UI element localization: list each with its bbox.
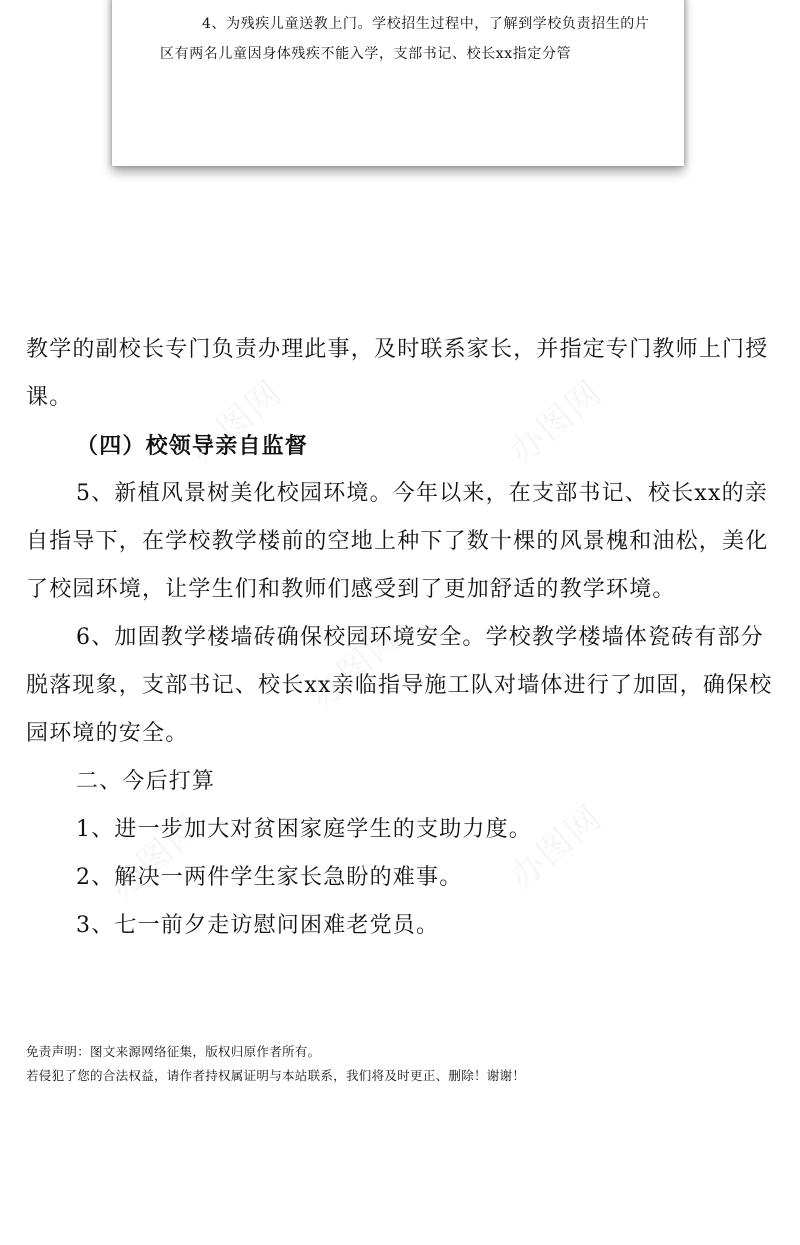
list-item: 1、进一步加大对贫困家庭学生的支助力度。 [76, 817, 532, 842]
document-preview-card [112, 0, 684, 166]
disclaimer [26, 1040, 786, 1088]
document-body [26, 326, 778, 950]
paragraph: 6、加固教学楼墙砖确保校园环境安全。学校教学楼墙体瓷砖有部分脱落现象，支部书记、校长xx亲临指导施工队对墙体进行了加固，确保校园环境的安全。 [26, 625, 773, 746]
paragraph-continuation: 教学的副校长专门负责办理此事，及时联系家长，并指定专门教师上门授课。 [26, 337, 769, 410]
preview-paragraph: 4、为残疾儿童送教上门。学校招生过程中，了解到学校负责招生的片区有两名儿童因身体残疾不能入学，支部书记、校长xx指定分管 [160, 16, 650, 62]
paragraph: 5、新植风景树美化校园环境。今年以来，在支部书记、校长xx的亲自指导下，在学校教学楼前的空地上种下了数十棵的风景槐和油松，美化了校园环境，让学生们和教师们感受到了更加舒适的教学环境。 [26, 481, 769, 602]
disclaimer-line: 免责声明：图文来源网络征集，版权归原作者所有。 [26, 1044, 321, 1059]
disclaimer-line: 若侵犯了您的合法权益，请作者持权属证明与本站联系，我们将及时更正、删除！谢谢！ [26, 1068, 526, 1083]
section-heading: 二、今后打算 [76, 769, 216, 794]
section-heading: （四）校领导亲自监督 [76, 433, 309, 459]
list-item: 2、解决一两件学生家长急盼的难事。 [76, 865, 463, 890]
list-item: 3、七一前夕走访慰问困难老党员。 [76, 913, 440, 938]
